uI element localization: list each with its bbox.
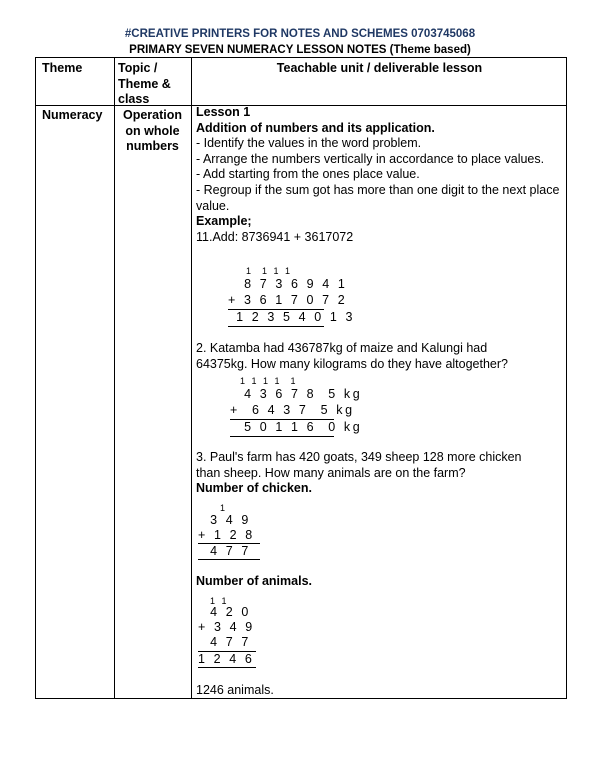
topic-line: numbers [126,139,179,153]
example-3-question: 3. Paul's farm has 420 goats, 349 sheep 128 more chicken [196,450,522,464]
lesson-step: - Arrange the numbers vertically in accordance to place values. [196,151,545,166]
sum-result: 4 7 7 [204,544,251,558]
header-title: #CREATIVE PRINTERS FOR NOTES AND SCHEMES 0703745068 [124,28,476,40]
example-2-question: 2. Katamba had 436787kg of maize and Kalungi had [196,341,488,355]
sum-line [230,436,334,437]
animals-heading [196,574,564,590]
carry-digits: 1 1 [210,596,229,606]
example-2 [196,341,564,372]
example-3-question: than sheep. How many animals are on the farm? [196,465,466,480]
lesson-step: - Add starting from the ones place value. [196,167,420,182]
addend-1: 4 2 0 [204,605,251,619]
animals-label: Number of animals. [196,574,312,588]
sum-line [198,667,256,668]
sum-result: 5 0 1 1 6 0 kg [238,420,363,434]
addend-1: 3 4 9 [204,513,251,527]
sum-result: 1 2 3 5 4 0 1 3 [230,310,355,324]
lesson-step: - Regroup if the sum got has more than one digit to the next place value. [196,182,560,213]
addend-2: + 1 2 8 [198,528,255,542]
addend-1: 4 3 6 7 8 5 kg [238,387,363,401]
col-header-topic-line: Topic / [118,61,158,75]
final-answer [196,683,564,699]
addend-3: 4 7 7 [204,635,251,649]
col-header-unit: Teachable unit / deliverable lesson [276,61,483,75]
theme-cell: Numeracy [42,108,103,122]
col-header-topic [118,61,188,108]
lesson-title: Lesson 1 [196,105,251,119]
example-label: Example; [196,214,252,229]
sum-line [198,559,260,560]
column-divider-2 [191,58,192,698]
header-subtitle: PRIMARY SEVEN NUMERACY LESSON NOTES (Theme based) [129,44,471,56]
addend-2: + 3 6 1 7 0 7 2 [228,293,348,307]
col-header-topic-line: class [118,92,150,106]
answer-text: 1246 animals. [196,683,274,697]
lesson-content [196,105,564,245]
addend-2: + 6 4 3 7 5 kg [230,403,355,417]
chicken-label: Number of chicken. [196,481,312,496]
example-2-question: 64375kg. How many kilograms do they have altogether? [196,356,508,371]
lesson-heading: Addition of numbers and its application. [196,120,435,135]
lesson-step: - Identify the values in the word problem. [196,136,422,151]
topic-line: on whole [125,123,180,138]
topic-line: Operation [122,108,183,122]
example-3 [196,450,564,497]
sum-result: 1 2 4 6 [198,652,255,666]
addend-1: 8 7 3 6 9 4 1 [238,277,348,291]
col-header-theme: Theme [42,61,83,75]
addend-2: + 3 4 9 [198,620,255,634]
col-header-topic-line: Theme & [118,76,171,91]
carry-digits: 1 [220,503,228,513]
sum-line [228,326,324,327]
carry-digits: 1 1 1 1 [246,266,293,276]
carry-digits: 1 1 1 1 1 [240,376,298,386]
example-1-question: 11.Add: 8736941 + 3617072 [196,229,354,244]
topic-cell [114,108,191,155]
